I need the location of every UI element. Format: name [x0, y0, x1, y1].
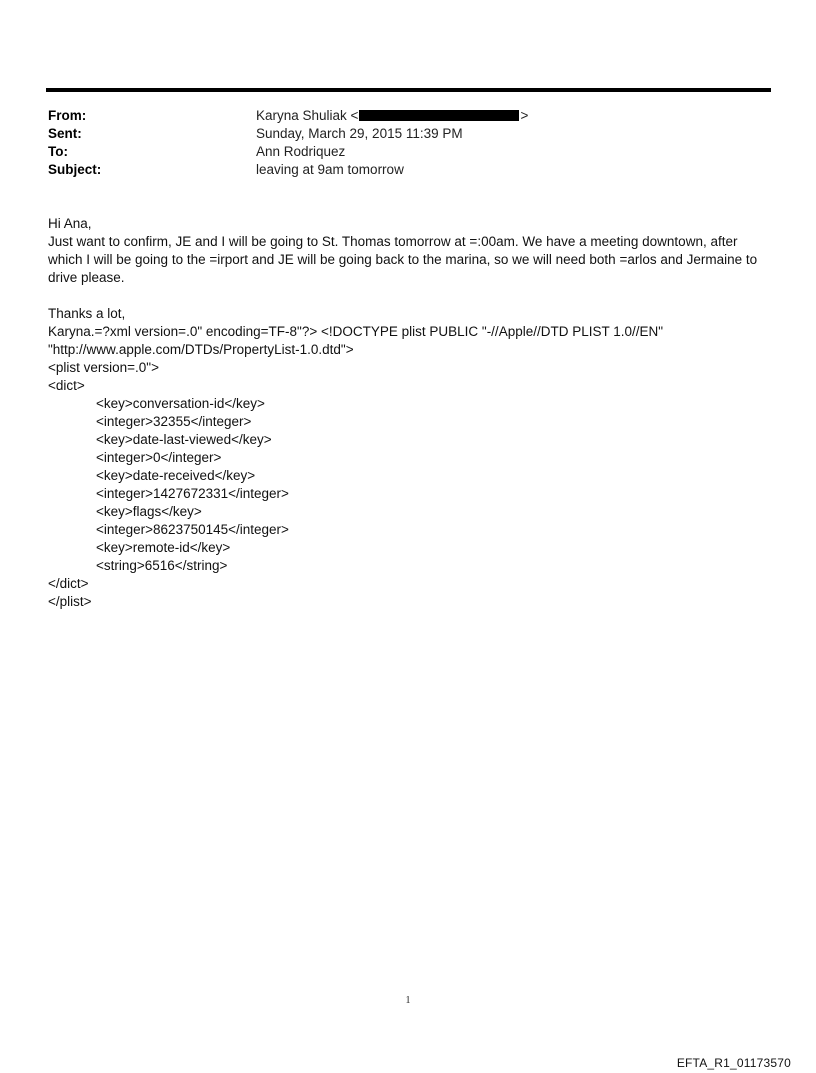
subject-value: leaving at 9am tomorrow: [256, 162, 404, 177]
thanks-line: Thanks a lot,: [48, 306, 126, 321]
dict-open: <dict>: [48, 378, 85, 393]
dict-line: <key>remote-id</key>: [96, 540, 231, 555]
dict-line: <key>date-last-viewed</key>: [96, 432, 272, 447]
dtd-line: "http://www.apple.com/DTDs/PropertyList-1.0.dtd">: [48, 342, 354, 357]
signature-line: Karyna.=?xml version=.0" encoding=TF-8"?> <!DOCTYPE plist PUBLIC "-//Apple//DTD PLIST 1.0//EN": [48, 324, 664, 339]
dict-line: <key>date-received</key>: [96, 468, 256, 483]
dict-line: <integer>1427672331</integer>: [96, 486, 289, 501]
plist-open: <plist version=.0">: [48, 360, 159, 375]
page-number: 1: [405, 995, 411, 1006]
email-body: [48, 215, 768, 611]
dict-line: <integer>0</integer>: [96, 450, 222, 465]
dict-line: <key>conversation-id</key>: [96, 396, 265, 411]
dict-line: <key>flags</key>: [96, 504, 202, 519]
bates-number: EFTA_R1_01173570: [676, 1056, 791, 1070]
subject-label: Subject:: [48, 162, 102, 177]
to-row: [48, 143, 768, 161]
header-divider: [46, 88, 771, 92]
dict-line: <integer>8623750145</integer>: [96, 522, 289, 537]
sender-name: Karyna Shuliak <: [256, 108, 359, 123]
sent-label: Sent:: [48, 126, 82, 141]
subject-row: [48, 161, 768, 179]
to-value: Ann Rodriquez: [256, 144, 346, 159]
dict-line: <integer>32355</integer>: [96, 414, 252, 429]
from-value: [256, 107, 528, 125]
plist-close: </plist>: [48, 594, 92, 609]
email-header: [48, 107, 768, 179]
to-label: To:: [48, 144, 68, 159]
greeting: Hi Ana,: [48, 216, 92, 231]
paragraph-spacer: [48, 287, 768, 305]
dict-line: <string>6516</string>: [96, 558, 228, 573]
from-row: [48, 107, 768, 125]
redacted-email: [359, 110, 519, 121]
from-suffix: >: [520, 108, 529, 123]
dict-close: </dict>: [48, 576, 89, 591]
sent-row: [48, 125, 768, 143]
sent-value: Sunday, March 29, 2015 11:39 PM: [256, 126, 463, 141]
from-label: From:: [48, 108, 87, 123]
message-paragraph: Just want to confirm, JE and I will be going to St. Thomas tomorrow at =:00am. We have a meeting downtown, after which I will be going to the =irport and JE will be going back to the marina, so we will need both =arlos and Jermaine to drive please.: [48, 234, 758, 285]
